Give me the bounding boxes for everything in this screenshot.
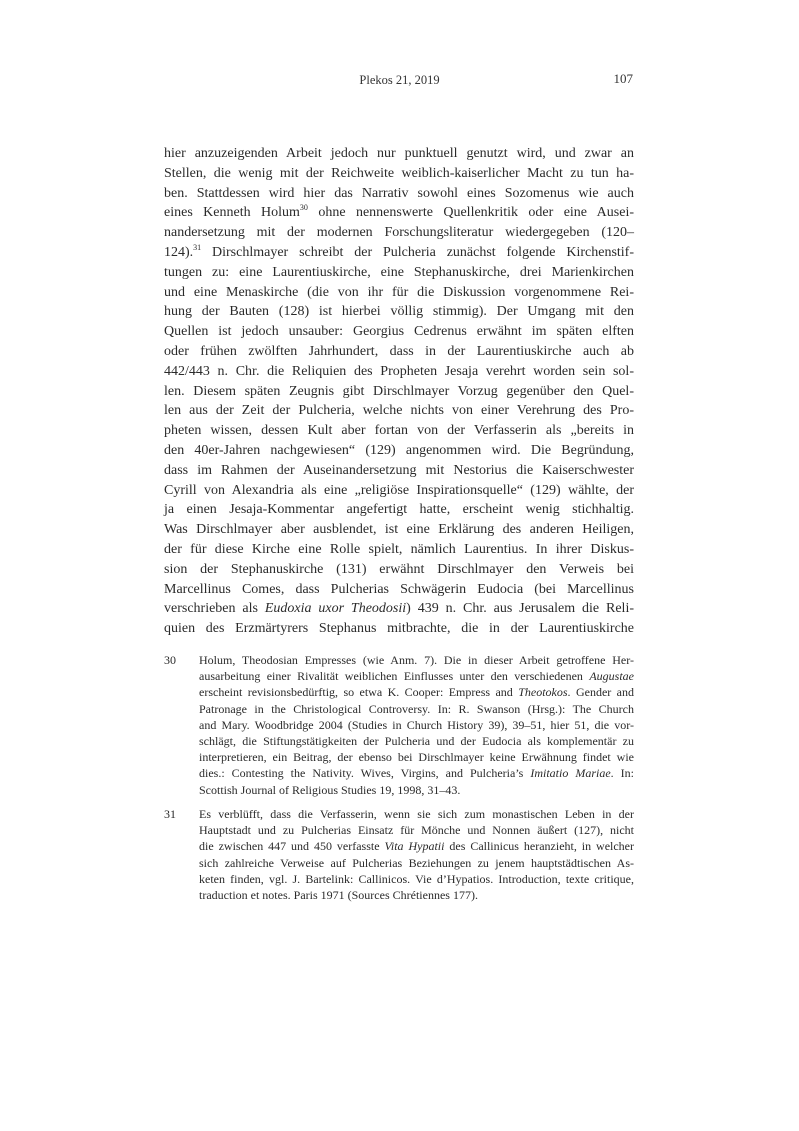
footnote-body — [199, 806, 634, 903]
text-line — [164, 342, 634, 362]
text-line — [164, 382, 634, 402]
italic-text: Vita Hypatii — [384, 839, 445, 854]
text-line — [164, 263, 634, 283]
text-line — [164, 322, 634, 342]
text-segment: ausarbeitung einer Rivalität weiblichen Einflusses unter den verschiedenen — [199, 669, 590, 684]
text-line — [164, 164, 634, 184]
text-segment: ben. Stattdessen wird hier das Narrativ sowohl eines Sozomenus wie auch — [164, 185, 634, 201]
text-segment: den 40er-Jahren nachgewiesen“ (129) angenommen wird. Die Begründung, — [164, 442, 634, 458]
text-line — [164, 619, 634, 639]
text-line — [199, 684, 634, 700]
text-line — [164, 362, 634, 382]
text-line — [199, 733, 634, 749]
text-segment: und eine Menaskirche (die von ihr für die Diskussion vorgenommene Rei- — [164, 284, 634, 300]
text-segment: Patronage in the Christological Controversy. In: R. Swanson (Hrsg.): The Church — [199, 701, 634, 716]
text-segment: Holum, Theodosian Empresses (wie Anm. 7). Die in dieser Arbeit getroffene Her- — [199, 653, 634, 667]
text-line — [164, 599, 634, 619]
text-line — [199, 822, 634, 838]
text-line — [164, 401, 634, 421]
footnote-reference[interactable]: 30 — [299, 203, 308, 213]
running-title: Plekos 21, 2019 — [359, 73, 440, 87]
text-segment: oder frühen zwölften Jahrhundert, dass in der Laurentiuskirche auch ab — [164, 343, 634, 359]
text-line — [164, 461, 634, 481]
text-segment: schlägt, die Stiftungstätigkeiten der Pulcheria und der Eudocia als komplementär zu — [199, 733, 634, 748]
italic-text: Augustae — [589, 669, 634, 684]
body-text — [164, 144, 634, 639]
text-segment: dies.: Contesting the Nativity. Wives, Virgins, and Pulcheria’s — [199, 766, 531, 781]
text-segment: Marcellinus Comes, dass Pulcherias Schwägerin Eudocia (bei Marcellinus — [164, 581, 634, 597]
text-line — [199, 668, 634, 684]
text-segment: Hauptstadt und zu Pulcherias Einsatz für Mönche und Nonnen äußert (127), nicht — [199, 823, 634, 838]
text-line — [164, 421, 634, 441]
text-line — [164, 540, 634, 560]
italic-text: Theotokos — [518, 685, 568, 700]
text-line — [164, 500, 634, 520]
text-segment: and Mary. Woodbridge 2004 (Studies in Church History 39), 39–51, hier 51, die vor- — [199, 717, 634, 732]
text-segment: pheten wissen, dessen Kult aber fortan von der Verfasserin als „bereits in — [164, 423, 634, 439]
text-segment: sich zahlreiche Verweise auf Pulcherias Beziehungen zu jenem hauptstädtischen As- — [199, 855, 634, 870]
text-line — [199, 652, 634, 668]
footnote-number: 30 — [164, 653, 176, 667]
text-segment: eines Kenneth Holum — [164, 205, 300, 221]
text-segment: Stellen, die wenig mit der Reichweite weiblich-kaiserlicher Macht zu tun ha- — [164, 165, 634, 181]
text-segment: des Callinicus heranzieht, in welcher — [444, 839, 635, 854]
text-segment: die zwischen 447 und 450 verfasste — [199, 839, 385, 854]
text-segment: . Gender and — [567, 685, 635, 700]
text-line — [164, 203, 634, 223]
text-segment: len aus der Zeit der Pulcheria, welche nichts von einer Verehrung des Pro- — [164, 403, 634, 419]
text-line — [164, 302, 634, 322]
text-segment: 124). — [164, 244, 194, 260]
text-segment: Was Dirschlmayer aber ausblendet, ist eine Erklärung des anderen Heiligen, — [164, 522, 634, 538]
text-segment: traduction et notes. Paris 1971 (Sources Chrétiennes 177). — [199, 887, 478, 902]
text-line — [199, 749, 634, 765]
text-segment: hier anzuzeigenden Arbeit jedoch nur punktuell genutzt wird, und zwar an — [164, 146, 634, 161]
text-segment: Es verblüfft, dass die Verfasserin, wenn sie sich zum monastischen Leben in der — [199, 807, 634, 821]
text-line — [199, 717, 634, 733]
text-segment: erscheint revisionsbedürftig, so etwa K. Cooper: Empress and — [199, 685, 519, 700]
footnote-body — [199, 652, 634, 798]
text-line — [199, 838, 634, 854]
italic-text: Imitatio Mariae — [530, 766, 611, 781]
text-line — [199, 782, 634, 798]
text-line — [199, 806, 634, 822]
italic-text: Eudoxia uxor Theodosii — [264, 601, 407, 617]
text-line — [199, 887, 634, 903]
page-number: 107 — [613, 71, 633, 86]
text-line — [164, 243, 634, 263]
text-line — [199, 701, 634, 717]
text-line — [164, 520, 634, 540]
text-line — [164, 441, 634, 461]
text-line — [164, 560, 634, 580]
footnote-number: 31 — [164, 807, 176, 821]
text-line — [164, 184, 634, 204]
text-line — [164, 144, 634, 164]
footnote-31 — [164, 806, 634, 903]
text-segment: 442/443 n. Chr. die Reliquien des Propheten Jesaja verehrt worden sein sol- — [164, 363, 634, 379]
text-line — [199, 871, 634, 887]
text-segment: nandersetzung mit der modernen Forschungsliteratur wiedergegeben (120– — [164, 225, 634, 241]
text-segment: sion der Stephanuskirche (131) erwähnt Dirschlmayer den Verweis bei — [164, 561, 634, 577]
text-segment: dass im Rahmen der Auseinandersetzung mit Nestorius die Kaiserschwester — [164, 462, 634, 478]
text-segment: quien des Erzmärtyrers Stephanus mitbrachte, die in der Laurentiuskirche — [164, 621, 634, 637]
text-segment: Scottish Journal of Religious Studies 19, 1998, 31–43. — [199, 782, 461, 797]
text-segment: ohne nennenswerte Quellenkritik oder eine Ausei- — [307, 205, 634, 221]
text-line — [164, 223, 634, 243]
text-segment: Quellen ist jedoch unsauber: Georgius Cedrenus erwähnt im späten elften — [164, 324, 634, 340]
text-line — [199, 855, 634, 871]
text-line — [164, 580, 634, 600]
text-segment: keten finden, vgl. J. Bartelink: Callinicos. Vie d’Hypatios. Introduction, texte critique, — [199, 871, 634, 886]
text-segment: ) 439 n. Chr. aus Jerusalem die Reli- — [406, 601, 634, 617]
text-segment: interpretieren, ein Beitrag, der ebenso bei Dirschlmayer keine Erwähnung findet wie — [199, 750, 634, 765]
text-segment: ja einen Jesaja-Kommentar angefertigt hatte, erscheint wenig stichhaltig. — [164, 502, 634, 518]
text-line — [199, 765, 634, 781]
footnote-reference[interactable]: 31 — [193, 242, 202, 252]
text-segment: Cyrill von Alexandria als eine „religiöse Inspirationsquelle“ (129) wählte, der — [164, 482, 634, 498]
text-segment: Dirschlmayer schreibt der Pulcheria zunächst folgende Kirchenstif- — [201, 244, 634, 260]
text-segment: . In: — [610, 766, 634, 781]
text-segment: der für diese Kirche eine Rolle spielt, nämlich Laurentius. In ihrer Diskus- — [164, 541, 634, 557]
text-segment: tungen zu: eine Laurentiuskirche, eine Stephanuskirche, drei Marienkirchen — [164, 264, 634, 280]
text-segment: len. Diesem späten Zeugnis gibt Dirschlmayer Vorzug gegenüber den Quel- — [164, 383, 634, 399]
text-segment: verschrieben als — [164, 601, 265, 617]
text-segment: hung der Bauten (128) ist hierbei völlig stimmig). Der Umgang mit den — [164, 304, 634, 320]
text-line — [164, 481, 634, 501]
text-line — [164, 283, 634, 303]
footnote-30 — [164, 652, 634, 798]
